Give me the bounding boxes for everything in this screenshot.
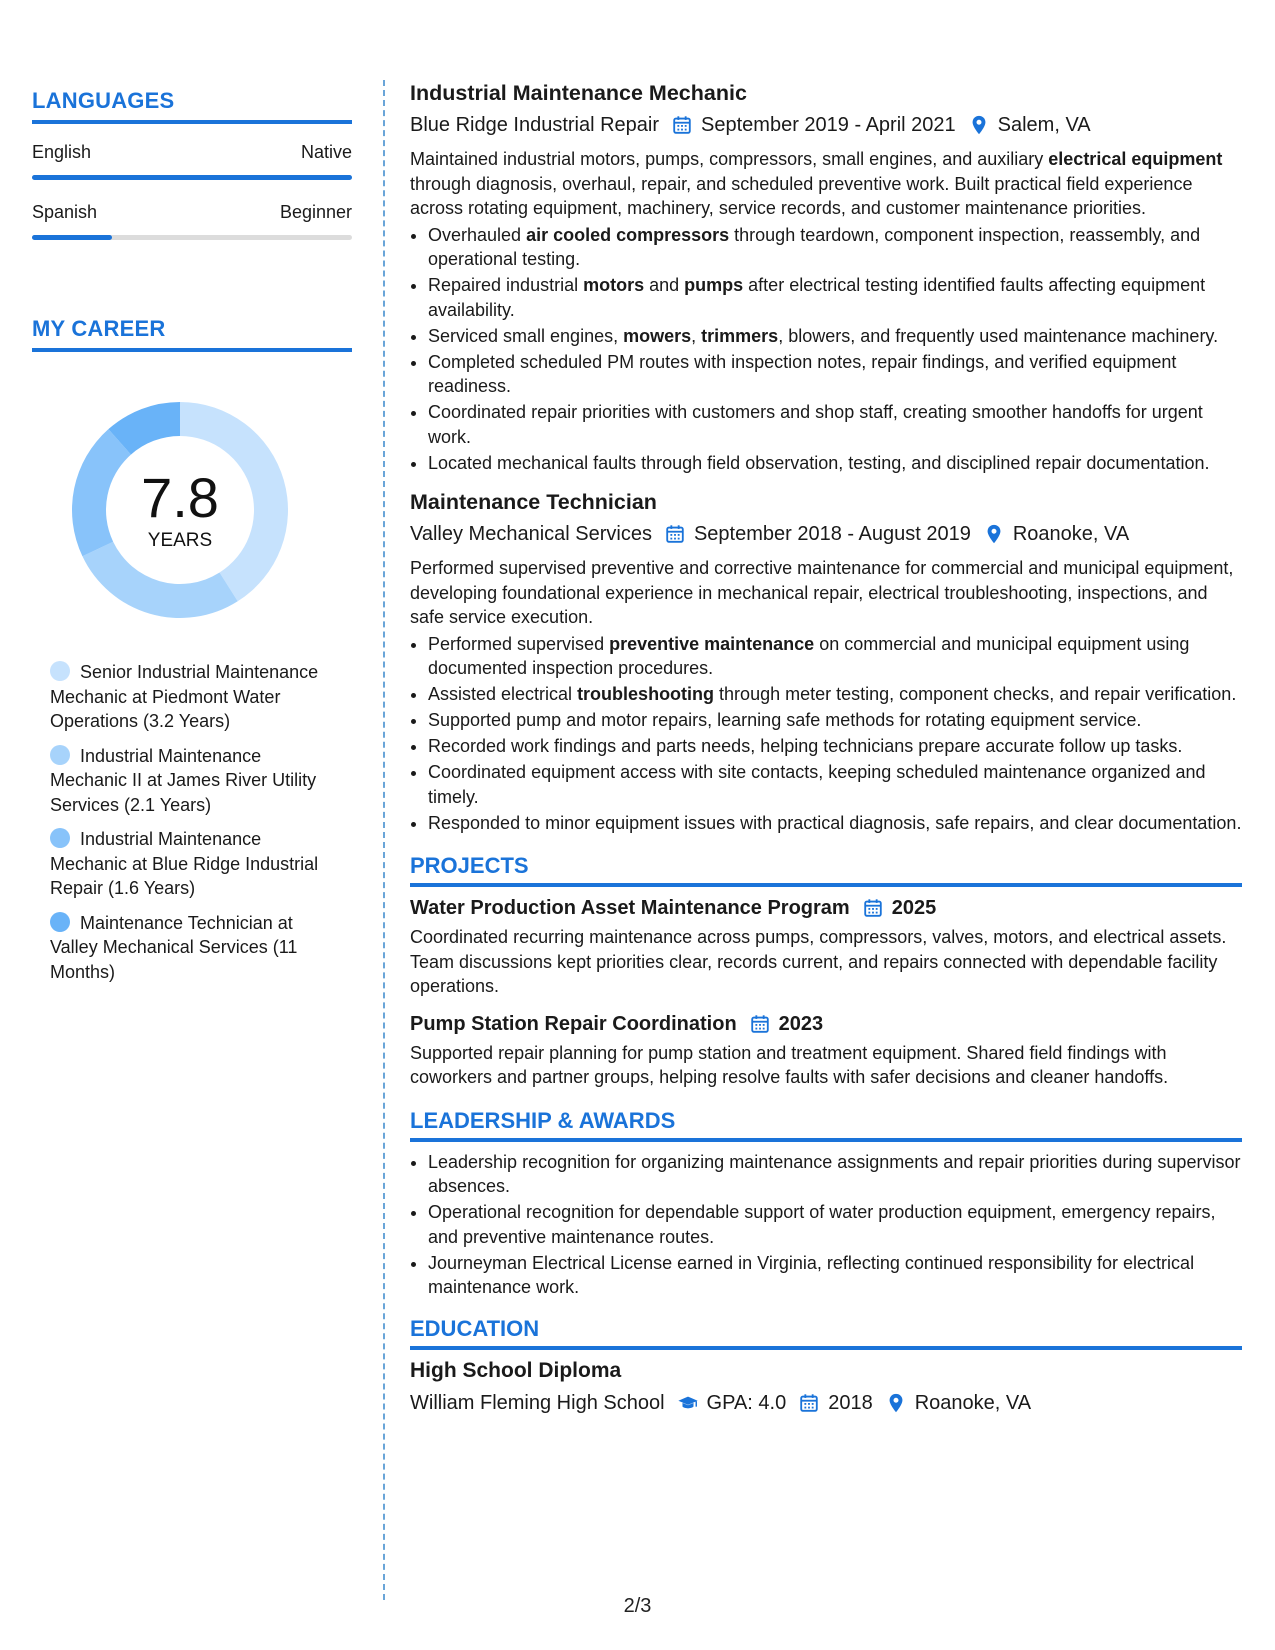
project-title: Pump Station Repair Coordination bbox=[410, 1012, 737, 1035]
language-name: Spanish bbox=[32, 202, 98, 222]
job-location: Roanoke, VA bbox=[1012, 523, 1130, 545]
legend-dot bbox=[50, 912, 70, 932]
bullet-item: • Supported pump and motor repairs, learning safe methods for rotating equipment service. bbox=[428, 708, 1242, 733]
language-level: Beginner bbox=[279, 202, 352, 222]
career-legend-item bbox=[50, 827, 336, 901]
calendar-icon bbox=[749, 1013, 771, 1035]
legend-dot bbox=[50, 661, 70, 681]
leadership-section bbox=[410, 1108, 1242, 1300]
career-donut-chart bbox=[66, 396, 294, 624]
career-total-unit: YEARS bbox=[147, 530, 213, 551]
education-meta bbox=[410, 1387, 1242, 1419]
project-entry bbox=[410, 893, 1242, 999]
language-name: English bbox=[32, 142, 92, 162]
legend-dot bbox=[50, 745, 70, 765]
job-bullets bbox=[410, 632, 1242, 836]
calendar-icon bbox=[664, 523, 686, 545]
languages-heading: LANGUAGES bbox=[32, 88, 352, 124]
job-dates: September 2019 - April 2021 bbox=[701, 114, 956, 136]
gpa: GPA: 4.0 bbox=[706, 1391, 787, 1414]
calendar-icon bbox=[671, 114, 693, 136]
career-legend-item bbox=[50, 911, 336, 985]
graduation-cap-icon bbox=[677, 1392, 699, 1414]
page-number: 2/3 bbox=[623, 1595, 652, 1617]
company-name: Blue Ridge Industrial Repair bbox=[410, 114, 660, 136]
leadership-bullets bbox=[410, 1150, 1242, 1300]
education-section bbox=[410, 1316, 1242, 1419]
column-divider bbox=[383, 80, 385, 1600]
bullet-item: • Assisted electrical troubleshooting through meter testing, component checks, and repair verification. bbox=[428, 682, 1242, 707]
project-entry bbox=[410, 1009, 1242, 1090]
bullet-item: • Leadership recognition for organizing maintenance assignments and repair priorities during supervisor absences. bbox=[428, 1150, 1242, 1199]
degree-title: High School Diploma bbox=[410, 1358, 622, 1382]
language-proficiency-fill bbox=[32, 235, 112, 240]
location-pin-icon bbox=[885, 1392, 907, 1414]
bullet-item: • Journeyman Electrical License earned in Virginia, reflecting continued responsibility for electrical maintenance work. bbox=[428, 1251, 1242, 1300]
graduation-year: 2018 bbox=[828, 1391, 873, 1414]
language-proficiency-fill bbox=[32, 175, 352, 180]
sidebar bbox=[32, 88, 352, 994]
bullet-item: • Operational recognition for dependable support of water production equipment, emergency repairs, and preventive maintenance routes. bbox=[428, 1200, 1242, 1249]
language-proficiency-bar bbox=[32, 175, 352, 180]
location-pin-icon bbox=[983, 523, 1005, 545]
school-name: William Fleming High School bbox=[410, 1391, 665, 1414]
projects-heading: PROJECTS bbox=[410, 853, 1242, 887]
school-location: Roanoke, VA bbox=[914, 1391, 1032, 1414]
legend-label: Industrial Maintenance Mechanic II at James River Utility Services (2.1 Years) bbox=[50, 745, 317, 815]
job-summary: Performed supervised preventive and corrective maintenance for commercial and municipal equipment, developing foundational experience in mechanical repair, electrical troubleshooting, inspections, and safe service execution. bbox=[410, 558, 1234, 627]
calendar-icon bbox=[862, 897, 884, 919]
bullet-item: • Recorded work findings and parts needs, helping technicians prepare accurate follow up tasks. bbox=[428, 734, 1242, 759]
job-dates: September 2018 - August 2019 bbox=[693, 523, 971, 545]
job-title: Industrial Maintenance Mechanic bbox=[410, 81, 747, 105]
company-name: Valley Mechanical Services bbox=[410, 523, 652, 545]
bullet-item: • Located mechanical faults through field observation, testing, and disciplined repair documentation. bbox=[428, 451, 1242, 476]
experience-entry bbox=[410, 78, 1242, 475]
language-entry bbox=[32, 142, 352, 180]
career-total-years: 7.8 bbox=[141, 466, 219, 529]
bullet-item: • Serviced small engines, mowers, trimmers, blowers, and frequently used maintenance machinery. bbox=[428, 324, 1242, 349]
bullet-item: • Coordinated repair priorities with customers and shop staff, creating smoother handoffs for urgent work. bbox=[428, 400, 1242, 449]
job-bullets bbox=[410, 223, 1242, 476]
experience-entry bbox=[410, 487, 1242, 835]
bullet-item: • Completed scheduled PM routes with inspection notes, repair findings, and verified equipment readiness. bbox=[428, 350, 1242, 399]
job-location: Salem, VA bbox=[997, 114, 1091, 136]
career-legend-item bbox=[50, 744, 336, 818]
bullet-item: • Repaired industrial motors and pumps after electrical testing identified faults affecting equipment availability. bbox=[428, 273, 1242, 322]
bullet-item: • Performed supervised preventive maintenance on commercial and municipal equipment using documented inspection procedures. bbox=[428, 632, 1242, 681]
job-summary: Maintained industrial motors, pumps, compressors, small engines, and auxiliary electrical equipment through diagnosis, overhaul, repair, and scheduled preventive work. Built practical field experience across rotating equipment, machinery, service records, and customer maintenance priorities. bbox=[410, 149, 1223, 218]
language-level: Native bbox=[300, 142, 352, 162]
job-meta bbox=[410, 109, 1242, 141]
legend-label: Maintenance Technician at Valley Mechanical Services (11 Months) bbox=[50, 912, 298, 982]
career-legend-item bbox=[50, 660, 336, 734]
bullet-item: • Overhauled air cooled compressors through teardown, component inspection, reassembly, and operational testing. bbox=[428, 223, 1242, 272]
project-description: Supported repair planning for pump station and treatment equipment. Shared field findings with coworkers and partner groups, helping resolve faults with safer decisions and cleaner handoffs. bbox=[410, 1042, 1169, 1087]
project-year: 2025 bbox=[891, 897, 937, 919]
career-heading: MY CAREER bbox=[32, 316, 352, 352]
project-year: 2023 bbox=[778, 1012, 824, 1035]
job-meta bbox=[410, 518, 1242, 550]
education-heading: EDUCATION bbox=[410, 1316, 1242, 1350]
job-title: Maintenance Technician bbox=[410, 490, 657, 514]
project-description: Coordinated recurring maintenance across pumps, compressors, valves, motors, and electrical assets. Team discussions kept priorities clear, records current, and repairs connected with dependable facility operations. bbox=[410, 927, 1227, 996]
calendar-icon bbox=[798, 1392, 820, 1414]
projects-section bbox=[410, 853, 1242, 1090]
career-legend bbox=[50, 660, 336, 984]
bullet-item: • Coordinated equipment access with site contacts, keeping scheduled maintenance organized and timely. bbox=[428, 760, 1242, 809]
main-content bbox=[410, 78, 1242, 1419]
legend-label: Industrial Maintenance Mechanic at Blue Ridge Industrial Repair (1.6 Years) bbox=[50, 829, 319, 898]
project-title: Water Production Asset Maintenance Program bbox=[410, 897, 850, 919]
legend-label: Senior Industrial Maintenance Mechanic at Piedmont Water Operations (3.2 Years) bbox=[50, 662, 319, 731]
location-pin-icon bbox=[968, 114, 990, 136]
bullet-item: • Responded to minor equipment issues with practical diagnosis, safe repairs, and clear documentation. bbox=[428, 811, 1242, 836]
language-entry bbox=[32, 202, 352, 240]
legend-dot bbox=[50, 828, 70, 848]
leadership-heading: LEADERSHIP & AWARDS bbox=[410, 1108, 1242, 1142]
language-proficiency-bar bbox=[32, 235, 352, 240]
